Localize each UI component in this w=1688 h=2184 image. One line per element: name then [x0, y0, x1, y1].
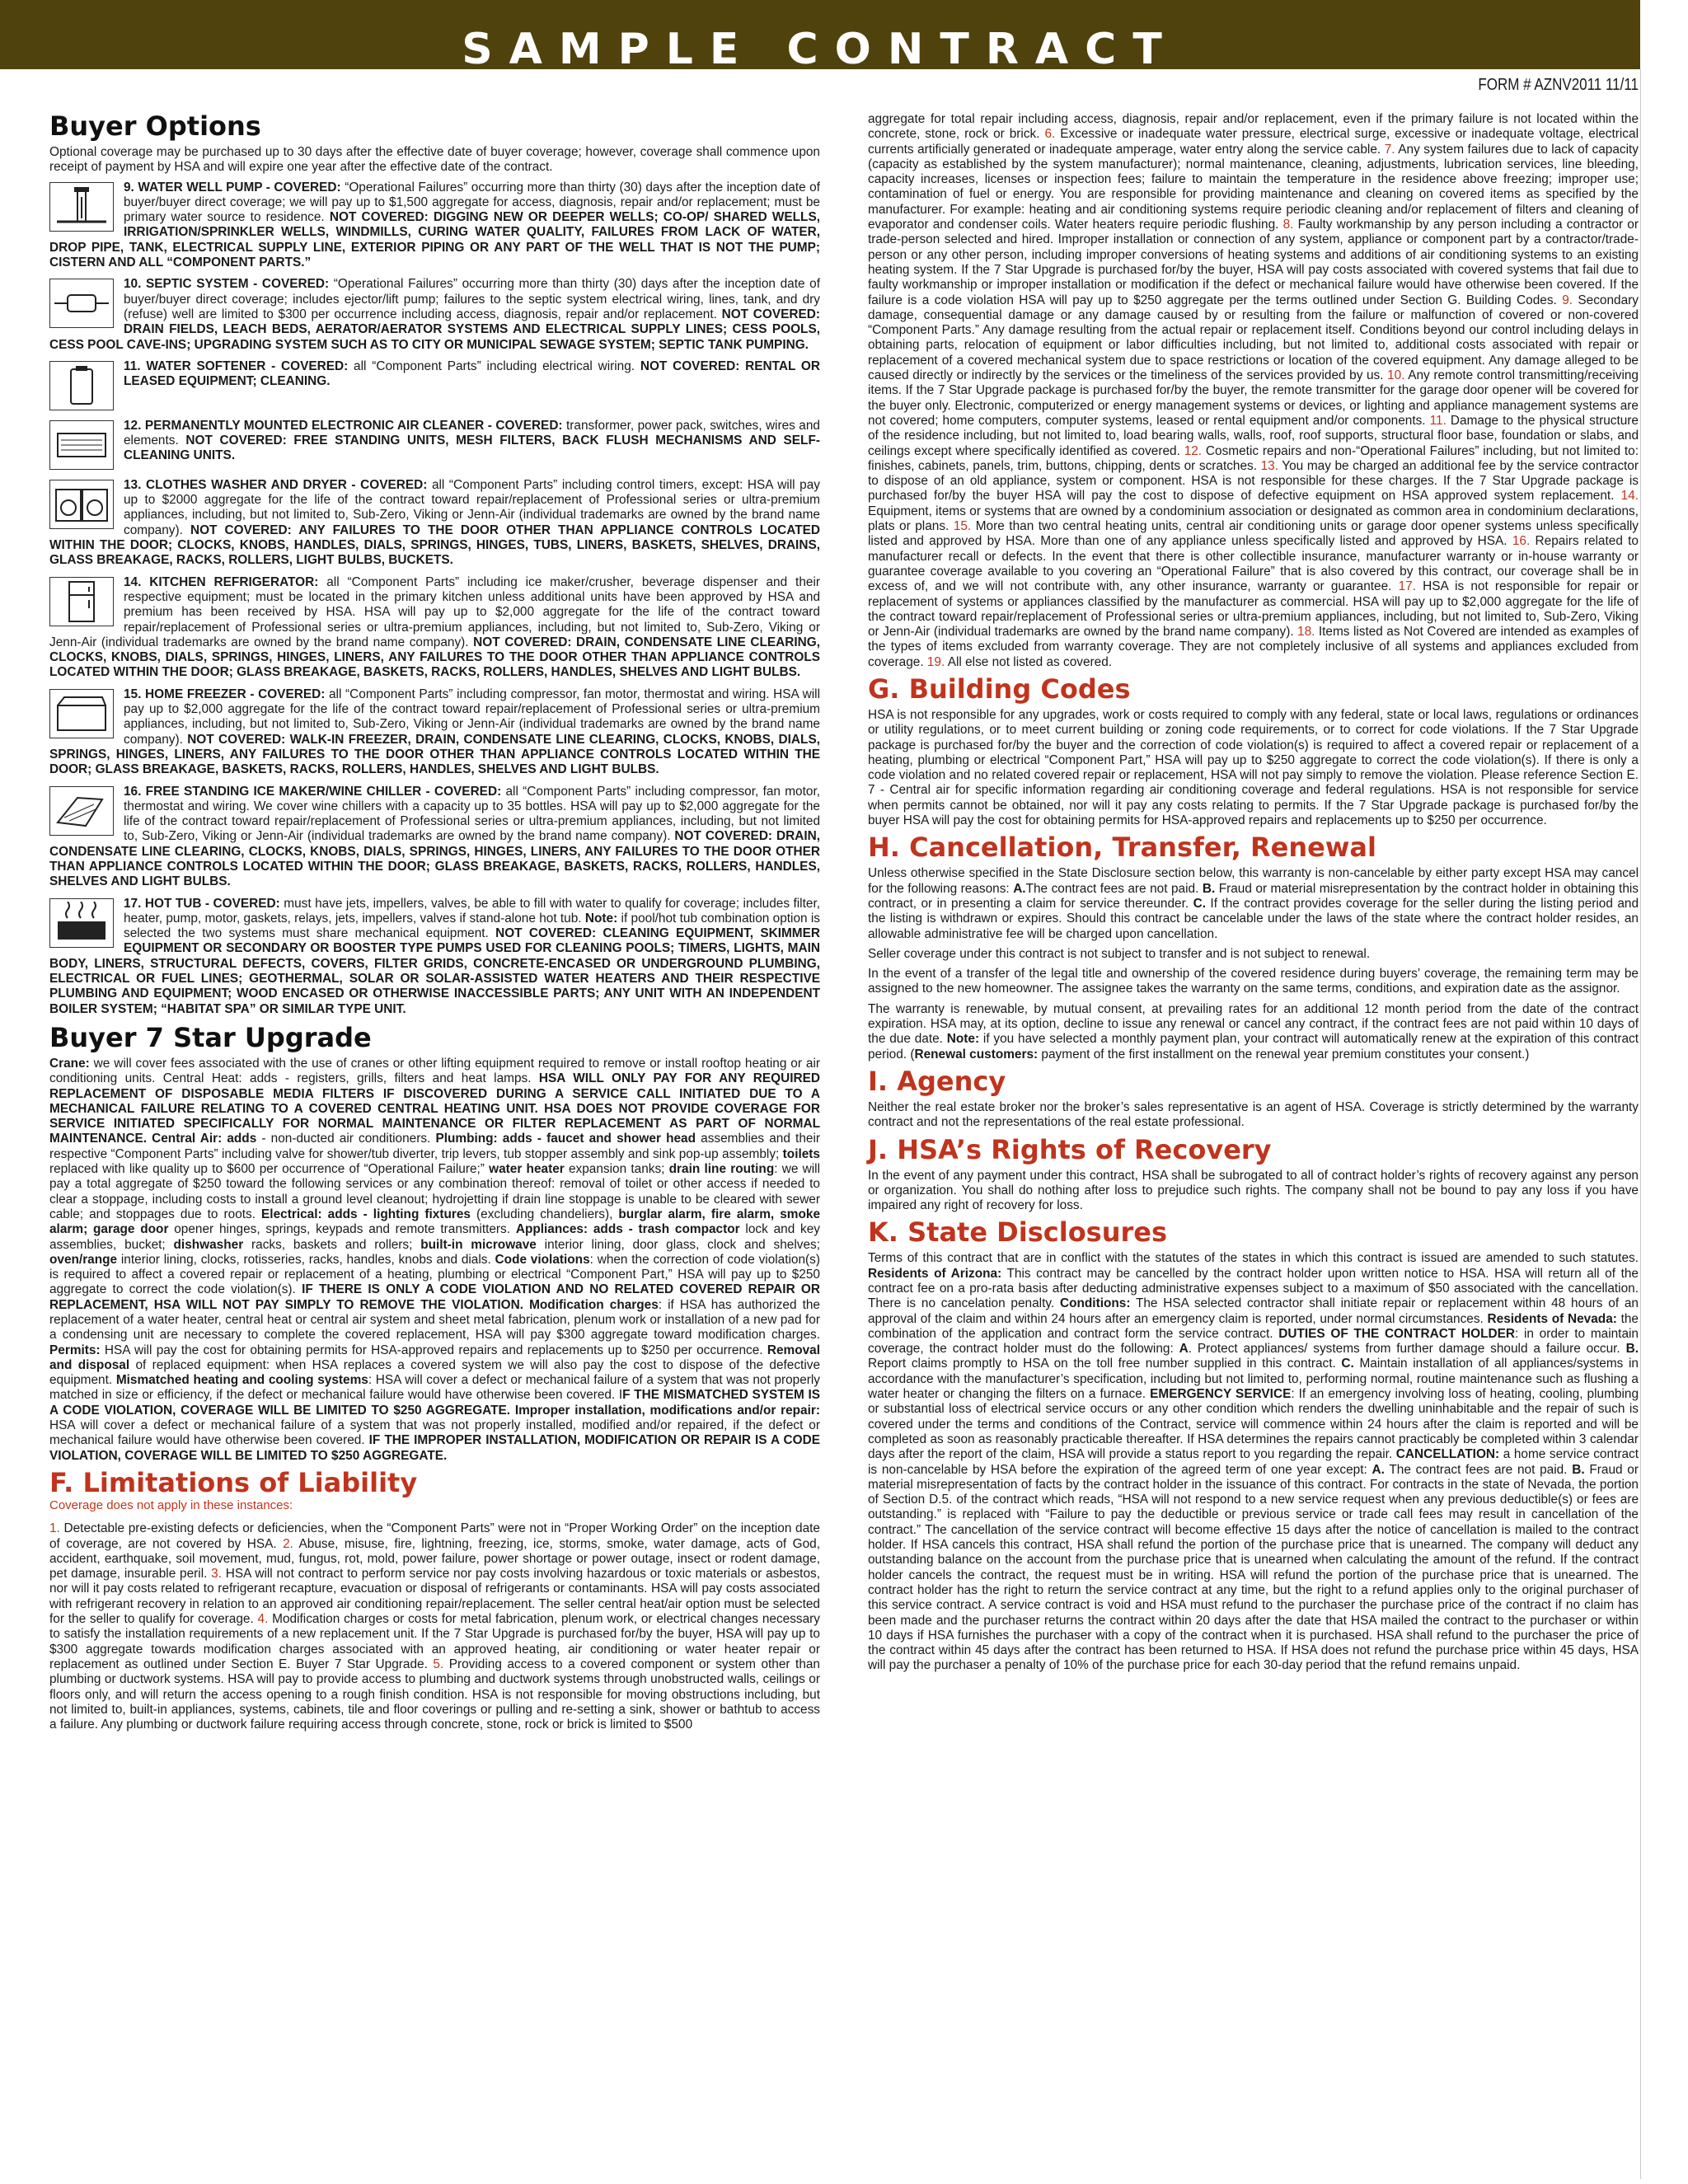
washer-dryer-icon [49, 480, 114, 529]
upgrade-text-i: expansion tanks; [564, 1162, 669, 1177]
item12-text: transformer, power pack, switches, wires and elements. [124, 418, 820, 448]
upgrade-text-g: replaced with like quality up to $600 per occurrence of “Operational Failure;” [49, 1162, 490, 1177]
disclosure-letter: A. [1372, 1462, 1385, 1477]
disclosure-text: Terms of this contract that are in conflict with the statutes of the states in which this contract is issued are amended to such statutes. [868, 1251, 1639, 1266]
emergency-service-label: EMERGENCY SERVICE [1150, 1387, 1292, 1402]
cancel-letter: C. [1193, 896, 1206, 911]
limit-text: HSA will not contract to perform service nor pay costs involving hazardous or toxic materials or asbestos, nor will it pay costs related to refrigerant recapture, evacuation or disposal of refrigerants or contaminants. HSA will pay costs associated with refrigerant recovery in relation to an approved air conditioning repair/replacement. The seller central heat/air option must be selected for the seller to qualify for coverage. [49, 1567, 820, 1627]
limit-text: Cosmetic repairs and non-“Operational Failures” including, but not limited to: finishes, cabinets, panels, trim, buttons, chipping, dents or scratches. [868, 443, 1639, 473]
upgrade-text-z: IF THERE IS ONLY A CODE VIOLATION AND NO RELATED COVERED REPAIR OR REPLACEMENT, HSA WILL NOT PAY SIMPLY TO REMOVE THE VIOLATION. Modification charges [49, 1282, 820, 1312]
limit-text: More than two central heating units, central air conditioning units or garage door opener systems unless specifically listed and approved by HSA. More than one of any appliance unless specifically listed and approved by HSA. [868, 519, 1639, 549]
upgrade-text-m: (excluding chandeliers), [471, 1207, 619, 1221]
agency-heading: I. Agency [868, 1065, 1006, 1097]
limitations-subheading: Coverage does not apply in these instances: [49, 1497, 293, 1512]
item14-text: all “Component Parts” including ice maker/crusher, beverage dispenser and their respective equipment; must be located in the primary kitchen unless additional units have been approved by HSA and premium has been received by HSA. HSA will pay up to $2,000 aggregate for the life of the contract toward repair/replacement of Professional series or ultra-premium appliances, including, but not limited to, Sub-Zero, Viking or Jenn-Air (individual trademarks are owned by the brand name company). [49, 574, 820, 649]
disclosure-text: Maintain installation of all appliances/systems in accordance with the manufacturer’s specification, including but not limited to, performing normal, routine maintenance such as flushing a water heater or changing the filters on a furnace. [868, 1357, 1639, 1402]
upgrade-text-ai: HSA will cover a defect or mechanical failure of a system that was not properly installed, modified and/or repaired, if the defect or mechanical failure would have otherwise been covered. [49, 1418, 820, 1448]
building-codes-text: HSA is not responsible for any upgrades, work or costs required to comply with any federal, state or local laws, regulations or ordinances or utility regulations, or to meet current building or zoning code requirements, or to correct for code violations. If the 7 Star Upgrade package is purchased for/by the buyer and the correction of code violation(s) is required to affect a covered repair or replacement of a heating, plumbing or electrical “Component Part,” HSA will pay up to $250 aggregate to correct the code violation(s). If there is only a code violation and no related covered repair or replacement, HSA will not pay simply to remove the violation. Please reference Section E. 7 - Central air for specific information regarding air conditioning coverage and federal regulations. HSA is not responsible for service when permits cannot be obtained, nor will it pay any costs relating to permits. If the 7 Star Upgrade package is purchased for/by the buyer HSA will pay the cost for obtaining permits for HSA-approved repairs and replacements up to $250 per occurrence. [868, 707, 1639, 828]
limit-num: 8. [1282, 218, 1294, 232]
limit-text: Detectable pre-existing defects or deficiencies, when the “Component Parts” were not in “Proper Working Order” on the inception date of coverage, are not covered by HSA. [49, 1521, 820, 1551]
upgrade-text-ae: of replaced equipment: when HSA replaces a covered system we will also pay the cost to dispose of the defective equipment. [49, 1357, 821, 1388]
upgrade-text-ah: F THE MISMATCHED SYSTEM IS A CODE VIOLATION, COVERAGE WILL BE LIMITED TO $250 AGGREGATE. Improper installation, modifications and/or repair: [49, 1388, 820, 1418]
limit-text: Repairs related to manufacturer recall or defects. In the event that there is other collectible insurance, manufacturer warranty or in-house warranty or guarantee coverage available to you covering an “Operational Failure” that is also covered by this contract, our coverage shall be in excess of, and we will not contribute with, any other insurance, warranty or guarantee. [868, 534, 1639, 594]
cancel-text: If the contract provides coverage for the seller during the listing period and the listing is withdrawn or expires. Should this contract be cancelable under the laws of the state where the contract holder resides, an allowable administrative fee will be charged upon cancellation. [868, 896, 1639, 941]
item9-title: 9. WATER WELL PUMP - COVERED: [124, 180, 341, 194]
disclosure-letter: B. [1625, 1342, 1639, 1357]
state-disclosures-heading: K. State Disclosures [868, 1216, 1168, 1249]
disclosure-text: This contract may be cancelled by the contract holder upon written notice to HSA. HSA will return all of the contract fee on a pro-rata basis after deducting administrative expenses subject to a maximum of $50 associated with the cancellation. There is no cancelation penalty. [868, 1266, 1639, 1311]
limit-num: 3. [211, 1567, 223, 1582]
renewal-text-c: payment of the first installment on the renewal year premium constitutes your consent.) [1038, 1047, 1530, 1062]
upgrade-text-b: HSA WILL ONLY PAY FOR ANY REQUIRED REPLACEMENT OF DISPOSABLE MEDIA FILTERS IF DISCOVERED DURING A SERVICE CALL INITIATED DUE TO A MECHANICAL FAILURE RELATING TO A COVERED CENTRAL HEATING UNIT. HSA DOES NOT PROVIDE COVERAGE FOR SERVICE INITIATED SPECIFICALLY FOR NORMAL MAINTENANCE OR FILTER REPLACEMENT AS PART OF NORMAL MAINTENANCE. Central Air: adds [49, 1071, 820, 1146]
buyer-options-intro: Optional coverage may be purchased up to 30 days after the effective date of buyer coverage; however, coverage shall commence upon receipt of payment by HSA and will expire one year after the effective date of the contract. [49, 145, 820, 175]
disclosure-letter: A [1179, 1342, 1189, 1357]
limit-num: 17. [1398, 579, 1416, 594]
item17-note-label: Note: [584, 911, 618, 926]
disclosure-text: Fraud or material misrepresentation of facts by the contract holder in the issuance of this contract. For contracts in the state of Nevada, the portion of Section D.5. of the contract which reads, “HSA will not respond to a new service request when any previous deductible(s) or fees are outstanding.” is replaced with “Failure to pay the deductible or previous service or trade call fees may result in cancellation of the contract.” The cancellation of the service contract will become effective 15 days after the notice of cancellation is mailed to the contract holder. If HSA cancels this contract, HSA shall refund the portion of the purchase price that is unearned. The company will deduct any outstanding balance on the account from the purchase price that is unearned when calculating the amount of the refund. If the contract holder cancels the contract, the request must be in writing. HSA will refund the portion of the purchase price that is unearned. The contract holder has the right to return the service contract at any time, but the right to a refund applies only to the original purchaser of this service contract. A service contract is void and HSA must refund to the purchaser the purchase price of the contract if no claim has been made and the purchaser returns the contract within 20 days after the date that HSA mailed the contract to the purchaser or within 10 days if HSA furnishes the purchaser with a copy of the contract when it is purchased. HSA shall refund to the purchaser the price of the contract within 45 days after the contract has been returned to HSA. If HSA does not refund the purchase price within 45 days, HSA will pay the purchaser a penalty of 10% of the purchase price for each 30-day period that the refund remains unpaid. [868, 1462, 1639, 1673]
limit-text: HSA is not responsible for repair or replacement of systems or appliances classified by the manufacturer as commercial. HSA will pay up to $2,000 aggregate for the life of the contract toward repair/replacement of Professional series or ultra-premium appliances, including, but not limited to, Sub-Zero, Viking or Jenn-Air (individual trademarks are owned by the brand name company). [868, 579, 1639, 640]
item15-title: 15. HOME FREEZER - COVERED: [124, 687, 326, 701]
limit-num: 12. [1184, 443, 1203, 458]
item14-title: 14. KITCHEN REFRIGERATOR: [124, 574, 319, 589]
limit-text: Secondary damage, consequential damage or any damage caused by or resulting from the failure or malfunction of covered or non-covered “Component Parts.” Any damage resulting from the actual repair or replacement itself. Conditions beyond our control including delays in obtaining parts, relocation of equipment or labor difficulties including, but not limited to, additional costs associated with repair or replacement of a covered mechanical system due to space restrictions or location of the covered equipment. Any damage alleged to be caused directly or indirectly by the services or the timeliness of the services provided by us. [868, 293, 1639, 383]
crane-label: Crane: [49, 1056, 90, 1071]
upgrade-text-w: interior lining, clocks, rotisseries, racks, handles, knobs and dials. [117, 1252, 495, 1267]
limit-text: Any system failures due to lack of capacity (capacity as established by the system manufacturer); normal maintenance, cleaning, adjustments, lubrication services, line bleeding, capacity increases, licenses or inspection fees; failure to maintain the temperature in the residence above freezing; improper use; contamination of fuel or energy. You are responsible for providing maintenance and cleaning on covered items as specified by the manufacturer. For example: heating and air conditioning systems require periodic cleaning and/or replacement of filters and cleaning of evaporator and condenser coils. Water heaters require periodic flushing. [868, 142, 1639, 232]
page-edge-rule [1640, 69, 1641, 2179]
cancellation-label: CANCELLATION: [1395, 1447, 1500, 1462]
upgrade-text-ac: HSA will pay the cost for obtaining permits for HSA-approved repairs and replacements up to $250 per occurrence. [100, 1343, 767, 1357]
building-codes-heading: G. Building Codes [868, 673, 1131, 705]
limit-text: Equipment, items or systems that are owned by a condominium association or designated as common area in condominium declarations, plats or plans. [868, 504, 1639, 534]
nevada-label: Residents of Nevada: [1487, 1311, 1617, 1326]
cancel-letter: A. [1013, 881, 1026, 896]
limit-num: 4. [257, 1612, 269, 1627]
water-softener-icon [49, 361, 114, 410]
disclosure-letter: C. [1341, 1357, 1354, 1371]
limit-text: Items listed as Not Covered are intended as examples of the types of items excluded from warranty coverage. They are not completely inclusive of all systems and appliances excluded from coverage. [868, 625, 1639, 669]
item-ice-maker [49, 785, 820, 890]
limit-text: Faulty workmanship by any person including a contractor or trade-person selected and hired. Improper installation or connection of any system, appliance or component part by a contractor/trade-person or any other person, including improper conversions of heating systems and additions of air conditioning systems to an existing heating system. If the 7 Star Upgrade is purchased for/by the buyer, HSA will pay costs associated with covered systems that fail due to faulty workmanship or improper installation or modification if the defect or mechanical failure would have otherwise been covered. If the failure is a code violation HSA will pay up to $250 aggregate per the terms outlined under Section G. Building Codes. [868, 218, 1639, 307]
item16-text: all “Component Parts” including compressor, fan motor, thermostat and wiring. We cover wine chillers with a capacity up to 35 bottles. HSA will pay up to $2,000 aggregate for the life of the contract toward repair/replacement of Professional series or ultra-premium appliances, including, but not limited to, Sub-Zero, Viking or Jenn-Air (individual trademarks are owned by the brand name company). [124, 784, 820, 844]
upgrade-text-p: Appliances: adds - trash compactor [515, 1222, 740, 1237]
item15-not-covered: NOT COVERED: WALK-IN FREEZER, DRAIN, CONDENSATE LINE CLEARING, CLOCKS, KNOBS, DIALS, SPRINGS, HINGES, LINERS, ANY FAILURES TO THE DOOR OTHER THAN APPLIANCE CONTROLS LOCATED WITHIN THE DOOR; GLASS BREAKAGE, BASKETS, RACKS, ROLLERS, HANDLES, SHELVES AND LIGHT BULBS. [49, 732, 820, 777]
item-hot-tub [49, 897, 820, 1017]
item17-note: if pool/hot tub combination option is selected the two systems must share mechanical equipment. [124, 911, 820, 941]
air-cleaner-icon [49, 420, 114, 470]
item-air-cleaner [49, 419, 820, 471]
item11-title: 11. WATER SOFTENER - COVERED: [124, 359, 349, 373]
item10-title: 10. SEPTIC SYSTEM - COVERED: [124, 277, 330, 292]
upgrade-text-o: opener hinges, springs, keypads and remote transmitters. [168, 1222, 516, 1237]
limit-num: 5. [433, 1657, 444, 1671]
upgrade-text-ab: Permits: [49, 1343, 101, 1357]
limit-num: 9. [1562, 293, 1573, 307]
upgrade-text-r: dishwasher [173, 1237, 244, 1252]
limitations-continued [868, 112, 1639, 670]
cancel-letter: B. [1202, 881, 1216, 896]
renewal-customers-label: Renewal customers: [914, 1047, 1039, 1062]
limit-num: 7. [1384, 142, 1395, 157]
hot-tub-icon [49, 898, 114, 948]
limit-num: 6. [1044, 127, 1056, 142]
disclosure-text: the combination of the application and contract form the service contract. [868, 1311, 1639, 1341]
disclosure-text: . Protect appliances/ systems from further damage should a failure occur. [1188, 1342, 1626, 1357]
disclosure-text: a home service contract is non-cancelable by HSA before the expiration of the agreed term of one year except: [868, 1447, 1639, 1477]
limit-num: 14. [1620, 489, 1639, 504]
limit-num: 2. [283, 1536, 293, 1551]
septic-tank-icon [49, 279, 114, 328]
page-title: SAMPLE CONTRACT [462, 25, 1179, 74]
agency-text: Neither the real estate broker nor the broker’s sales representative is an agent of HSA. Coverage is strictly determined by the warranty contract and not the representations of the real estate professional. [868, 1099, 1639, 1130]
renewal-text-a: The warranty is renewable, by mutual consent, at prevailing rates for an additional 12 month period from the date of the contract expiration. HSA may, at its option, decline to issue any renewal or cancel any contract, if the contract fees are not paid within 10 days of the due date. [868, 1001, 1639, 1047]
disclosure-text: The HSA selected contractor shall initiate repair or replacement within 48 hours of an approval of the claim and within 24 hours after an emergency claim is reported, under normal circumstances. [868, 1296, 1639, 1326]
renewal-text [868, 1002, 1639, 1062]
renewal-note-label: Note: [946, 1032, 980, 1047]
header-bar [0, 0, 1640, 74]
recovery-heading: J. HSA’s Rights of Recovery [868, 1133, 1272, 1165]
item-water-softener [49, 359, 820, 412]
refrigerator-icon [49, 577, 114, 626]
disclosure-text: : If an emergency involving loss of heating, cooling, plumbing or substantial loss of electrical service occurs or any other condition which renders the dwelling uninhabitable and the repair of such is covered under the terms and conditions of the Contract, service will commence within 24 hours after the claim is reported and will be completed as soon as reasonably practicable thereafter. If HSA determines the repairs cannot practicably be completed within 3 calendar days after the report of the claim, HSA will provide a status report to you regarding the repair. [868, 1387, 1639, 1462]
cancel-text: Unless otherwise specified in the State Disclosure section below, this warranty is non-cancelable by either party except HSA may cancel for the following reasons: [868, 866, 1639, 896]
renewal-text-b: if you have selected a monthly payment plan, your contract will automatically renew at the expiration of this contract period. ( [868, 1032, 1639, 1062]
item10-text: “Operational Failures” occurring more than thirty (30) days after the inception date of buyer/buyer direct coverage; includes ejector/lift pump; failures to the septic system electrical wiring, lines, tank, and dry (refuse) well are limited to $300 per occurrence including access, diagnosis, repair and/or replacement. [124, 277, 820, 321]
state-disclosures-text [868, 1251, 1639, 1673]
limit-text: All else not listed as covered. [945, 654, 1113, 669]
buyer-options-heading: Buyer Options [49, 110, 261, 142]
upgrade-text-aa: : if HSA has authorized the replacement of a water heater, central heat or central air system and sheet metal fabrication, plenum work or installation of a new pad for a condensing unit are necessary to complete the covered replacement, HSA will pay $300 aggregate toward modification charges. [49, 1297, 820, 1343]
limit-text: Damage to the physical structure of the residence including, but not limited to, load bearing walls, walls, roof, roof supports, structural floor base, foundation or slabs, and ceilings except where specifically identified as covered. [868, 413, 1639, 458]
item9-not-covered: NOT COVERED: DIGGING NEW OR DEEPER WELLS; CO-OP/ SHARED WELLS, IRRIGATION/SPRINKLER WELLS, WINDMILLS, CURING WATER QUALITY, FAILURES FROM LACK OF WATER, DROP PIPE, TANK, ELECTRICAL SUPPLY LINE, EXTERIOR PIPING OR ANY PART OF THE WELL THAT IS NOT THE PUMP; CISTERN AND ALL “COMPONENT PARTS.” [49, 210, 820, 270]
form-number: FORM # AZNV2011 11/11 [1478, 76, 1639, 94]
limit-num: 15. [953, 519, 972, 534]
limit-text: Any remote control transmitting/receiving items. If the 7 Star Upgrade package is purchased for/by the buyer, the remote transmitter for the garage door opener will be covered for the buyer only. Electronic, computerized or energy management systems or devices, or lighting and appliance management systems are not covered; home computers, computer systems, leased or rental equipment and/or components. [868, 368, 1639, 428]
limit-num: 10. [1387, 368, 1405, 383]
upgrade-text-s: racks, baskets and rollers; [243, 1237, 421, 1252]
upgrade-text-c: - non-ducted air conditioners. [256, 1132, 436, 1146]
limit-num: 13. [1260, 458, 1278, 473]
item-washer-dryer [49, 478, 820, 569]
disclosure-text: The contract fees are not paid. [1384, 1462, 1573, 1477]
upgrade-heading: Buyer 7 Star Upgrade [49, 1021, 372, 1053]
limit-num: 18. [1297, 625, 1315, 640]
limit-text: You may be charged an additional fee by the service contractor to dispose of an old appliance, system or component. HSA is not responsible for these charges. If the 7 Star Upgrade package is purchased for/by the buyer HSA will pay the cost to dispose of defective equipment on HSA approved system replacement. [868, 458, 1639, 504]
disclosure-text: : in order to maintain coverage, the contract holder must do the following: [868, 1326, 1639, 1357]
well-pump-icon [49, 182, 114, 232]
upgrade-text-a: we will cover fees associated with the use of cranes or other lifting equipment required to remove or install rooftop heating or air conditioning units. Central Heat: adds - registers, grills, filters and heat lamps. [49, 1056, 820, 1086]
limit-num: 16. [1512, 534, 1531, 549]
disclosure-text: Report claims promptly to HSA on the toll free number supplied in this contract. [868, 1357, 1342, 1371]
upgrade-text-y: : when the correction of code violation(s) is required to affect a covered repair or replacement of a heating, plumbing or electrical “Component Part,” HSA will pay up to $250 aggregate to correct the code violation(s). [49, 1252, 820, 1297]
limitations-text [49, 1521, 820, 1732]
item13-text: all “Component Parts” including control timers, except: HSA will pay up to $2000 aggregate for the life of the contract toward repair/replacement of Professional series or ultra-premium appliances, including, but not limited to, Sub-Zero, Viking or Jenn-Air (individual trademarks are owned by the brand name company). [124, 477, 820, 537]
item12-not-covered: NOT COVERED: FREE STANDING UNITS, MESH FILTERS, BACK FLUSH MECHANISMS AND SELF-CLEANING UNITS. [124, 434, 820, 463]
item10-not-covered: NOT COVERED: DRAIN FIELDS, LEACH BEDS, AERATOR/AERATOR SYSTEMS AND ELECTRICAL SUPPLY LINES; CESS POOLS, CESS POOL CAVE-INS; UPGRADING SYSTEM SUCH AS TO CITY OR MUNICIPAL SEWAGE SYSTEM; SEPTIC TANK PUMPING. [49, 307, 820, 352]
item17-not-covered: NOT COVERED: CLEANING EQUIPMENT, SKIMMER EQUIPMENT OR SECONDARY OR BOOSTER TYPE PUMPS USED FOR CLEANING POOLS; TIMERS, LIGHTS, MAIN BODY, LINERS, STRUCTURAL DEFECTS, COVERS, FILTER GRIDS, CONCRETE-ENCASED OR UNDERGROUND PLUMBING, ELECTRICAL OR FUEL LINES; GEOTHERMAL, SOLAR OR SOLAR-ASSISTED WATER HEATERS AND THEIR RESPECTIVE PLUMBING AND EQUIPMENT; WOOD ENCASED OR OTHERWISE INACCESSIBLE PARTS; ANY UNIT WITH AN INDEPENDENT BOILER SYSTEM; “HABITAT SPA” OR SIMILAR TYPE UNIT. [49, 926, 820, 1016]
duties-label: DUTIES OF THE CONTRACT HOLDER [1278, 1326, 1515, 1341]
ice-maker-icon [49, 786, 114, 836]
upgrade-text-v: oven/range [49, 1252, 118, 1267]
assignment-text: In the event of a transfer of the legal title and ownership of the covered residence during buyers’ coverage, the remaining term may be assigned to the new homeowner. The assignee takes the warranty on the same terms, conditions, and expiration date as the assignor. [868, 967, 1639, 996]
transfer-text: Seller coverage under this contract is not subject to transfer and is not subject to renewal. [868, 946, 1371, 961]
upgrade-text-j: drain line routing [668, 1162, 775, 1177]
limit-num: 19. [926, 654, 945, 669]
limit-text: Modification charges or costs for metal fabrication, plenum work, or electrical changes necessary to satisfy the installation requirements of a new replacement unit. If the 7 Star Upgrade is purchased for/by the buyer, HSA will pay up to $300 aggregate towards modification charges associated with an approved heating, air conditioning or water heater repair or replacement as outlined under Section E. Buyer 7 Star Upgrade. [49, 1612, 820, 1671]
limit-text: Excessive or inadequate water pressure, electrical surge, excessive or inadequate voltage, electrical currents artificially generated or inadequate amperage, water entry along the service cable. [868, 127, 1639, 157]
cancellation-heading: H. Cancellation, Transfer, Renewal [868, 832, 1376, 864]
item15-text: all “Component Parts” including compressor, fan motor, thermostat and wiring. HSA will pay up to $2,000 aggregate for the life of the contract toward repair/replacement of Professional series or ultra-premium appliances, including, but not limited to, Sub-Zero, Viking or Jenn-Air (individual trademarks are owned by the brand name company). [124, 687, 820, 747]
item13-not-covered: NOT COVERED: ANY FAILURES TO THE DOOR OTHER THAN APPLIANCE CONTROLS LOCATED WITHIN THE DOOR; CLOCKS, KNOBS, HANDLES, DIALS, SPRINGS, HINGES, TUBS, LINERS, BASKETS, SHELVES, DRAINS, GLASS BREAKAGE, RACKS, ROLLERS, LIGHT BULBS, BUCKETS. [49, 523, 820, 568]
item16-not-covered: NOT COVERED: DRAIN, CONDENSATE LINE CLEARING, CLOCKS, KNOBS, DIALS, SPRINGS, HINGES, LINERS, ANY FAILURES TO THE DOOR OTHER THAN APPLIANCE CONTROLS LOCATED WITHIN THE DOOR; GLASS BREAKAGE, BASKETS, RACKS, ROLLERS, HANDLES, SHELVES AND LIGHT BULBS. [49, 829, 820, 889]
upgrade-text-ag: : HSA will cover a defect or mechanical failure of a system that was not properly matched in size or efficiency, if the defect or mechanical failure would have otherwise been covered. I [49, 1373, 820, 1403]
upgrade-text-h: water heater [489, 1162, 565, 1177]
upgrade-text-u: interior lining, door glass, clock and shelves; [536, 1237, 821, 1252]
upgrade-text-f: toilets [782, 1146, 820, 1161]
cancel-text: The contract fees are not paid. [1025, 881, 1203, 896]
item11-not-covered: NOT COVERED: RENTAL OR LEASED EQUIPMENT; CLEANING. [124, 359, 820, 389]
limit-text: Abuse, misuse, fire, lightning, freezing, ice, storms, smoke, water damage, acts of God, accident, earthquake, soil movement, mud, fungus, rot, mold, power failure, power shortage or power outage, insect or rodent damage, pet damage, insurable peril. [49, 1536, 820, 1582]
upgrade-text-af: Mismatched heating and cooling systems [115, 1373, 368, 1388]
disclosure-letter: B. [1572, 1462, 1585, 1477]
conditions-label: Conditions: [1059, 1296, 1131, 1311]
upgrade-text-ad: Removal and disposal [49, 1343, 820, 1372]
left-column [49, 107, 820, 1737]
upgrade-text-k: : we will pay a total aggregate of $250 toward the following services or any combination thereof: removal of toilet or other access if needed to clear a stoppage, including costs to install a ground level cleanout; hydrojetting if drain line stoppage is unable to be cleared with sewer cable; and stoppages due to roots. [49, 1162, 820, 1221]
freezer-icon [49, 689, 114, 738]
limitations-heading: F. Limitations of Liability [49, 1466, 418, 1498]
item17-title: 17. HOT TUB - COVERED: [124, 896, 280, 911]
limit-text: aggregate for total repair including access, diagnosis, repair and/or replacement, even if the primary failure is not located within the concrete, stone, rock or brick. [868, 112, 1639, 142]
upgrade-text-n: burglar alarm, fire alarm, smoke alarm; garage door [49, 1207, 821, 1237]
item11-text: all “Component Parts” including electrical wiring. [348, 359, 640, 373]
upgrade-text-l: Electrical: adds - lighting fixtures [261, 1207, 471, 1221]
item17-text: must have jets, impellers, valves, be able to fill with water to qualify for coverage; includes filter, heater, pump, motor, gaskets, relays, jets, impellers, valves if stand-alone hot tub. [124, 896, 820, 926]
item14-not-covered: NOT COVERED: DRAIN, CONDENSATE LINE CLEARING, CLOCKS, KNOBS, DIALS, SPRINGS, HINGES, LINERS, ANY FAILURES TO THE DOOR OTHER THAN APPLIANCE CONTROLS LOCATED WITHIN THE DOOR; GLASS BREAKAGE, BASKETS, RACKS, ROLLERS, HANDLES, SHELVES AND LIGHT BULBS. [49, 635, 820, 680]
right-column [868, 112, 1639, 1679]
item-water-well-pump [49, 180, 820, 271]
item12-title: 12. PERMANENTLY MOUNTED ELECTRONIC AIR CLEANER - COVERED: [124, 418, 563, 433]
item-kitchen-refrigerator [49, 575, 820, 681]
limit-num: 1. [49, 1521, 60, 1536]
limit-num: 11. [1429, 413, 1447, 428]
upgrade-text [49, 1057, 820, 1464]
item16-title: 16. FREE STANDING ICE MAKER/WINE CHILLER - COVERED: [124, 784, 502, 799]
item-septic-system [49, 277, 820, 352]
item-home-freezer [49, 687, 820, 778]
upgrade-text-q: lock and key assemblies, bucket; [49, 1222, 820, 1252]
upgrade-text-x: Code violations [495, 1252, 590, 1267]
item13-title: 13. CLOTHES WASHER AND DRYER - COVERED: [124, 477, 428, 492]
limit-text: Providing access to a covered component or system other than plumbing or ductwork systems. HSA will pay to provide access to plumbing and ductwork systems through unobstructed walls, ceilings or floors only, and will return the access opening to a rough finish condition. HSA is not responsible for moving obstructions including, but not limited to, built-in appliances, systems, cabinets, tile and floor coverings or pulling and re-setting a sink, shower or bathtub to access a failure. Any plumbing or ductwork failure requiring access through concrete, stone, rock or brick is limited to $500 [49, 1657, 820, 1732]
upgrade-text-t: built-in microwave [420, 1237, 537, 1252]
recovery-text: In the event of any payment under this contract, HSA shall be subrogated to all of contract holder’s rights of recovery against any person or organization. You shall do nothing after loss to prejudice such rights. The company shall not be bound to pay any loss if you have impaired any right of recovery for loss. [868, 1168, 1639, 1213]
arizona-label: Residents of Arizona: [868, 1266, 1002, 1281]
upgrade-text-aj: IF THE IMPROPER INSTALLATION, MODIFICATION OR REPAIR IS A CODE VIOLATION, COVERAGE WILL BE LIMITED TO $250 AGGREGATE. [49, 1433, 820, 1463]
cancellation-text [868, 866, 1639, 941]
upgrade-text-d: Plumbing: adds - faucet and shower head [435, 1132, 696, 1146]
cancel-text: Fraud or material misrepresentation by the contract holder in obtaining this contract, or in presenting a claim for service thereunder. [868, 881, 1639, 911]
item9-text: “Operational Failures” occurring more than thirty (30) days after the inception date of buyer/buyer direct coverage; we will pay up to $1,500 aggregate for access, diagnosis, repair and/or replacement; must be primary water source to residence. [124, 180, 820, 225]
upgrade-text-e: assemblies and their respective “Component Parts” including valve for shower/tub diverter, trip levers, tub stopper assembly and sink pop-up assembly; [49, 1132, 820, 1161]
